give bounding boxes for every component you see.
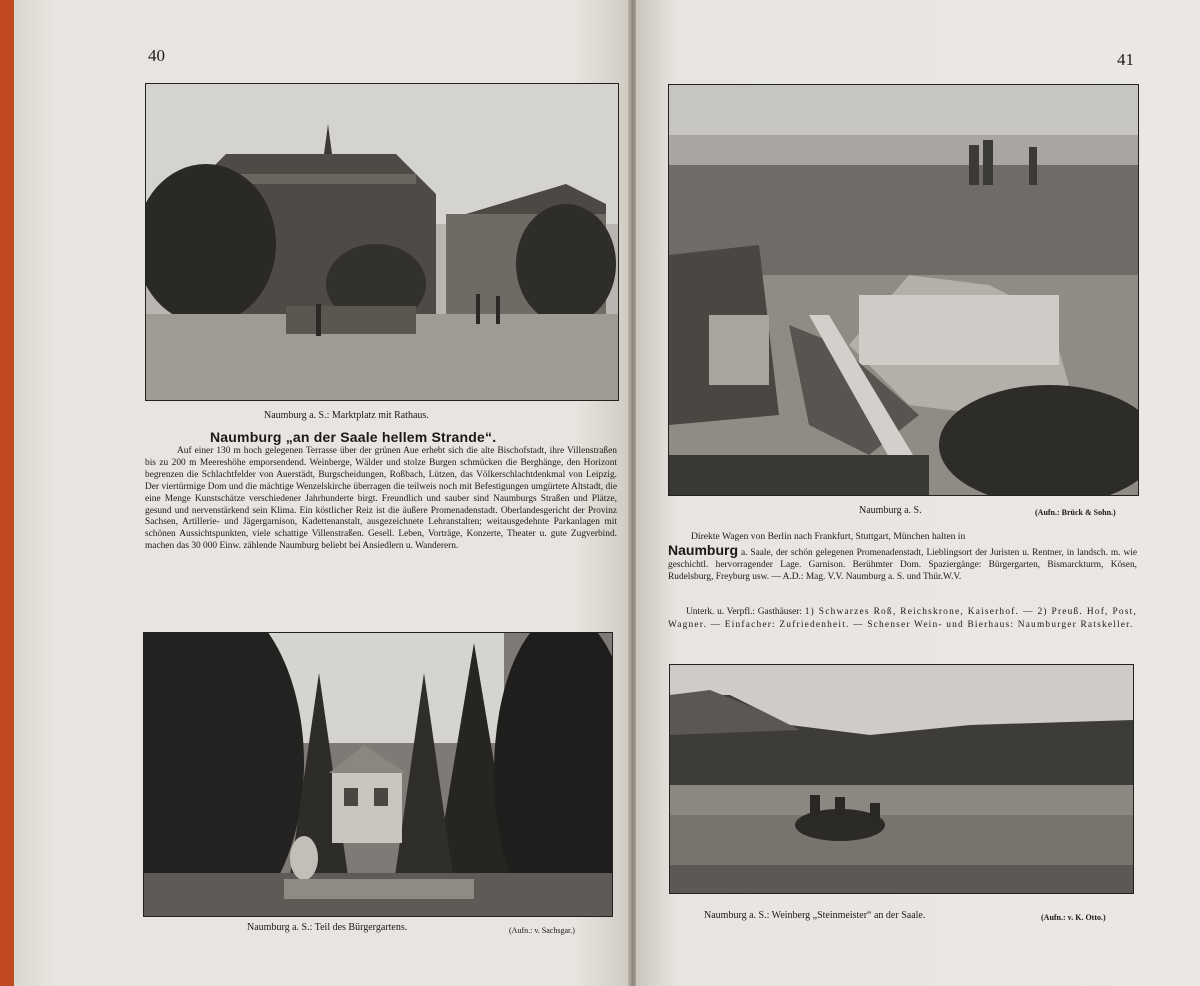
credit-weinberg: (Aufn.: v. K. Otto.) <box>1041 913 1106 922</box>
caption-marktplatz: Naumburg a. S.: Marktplatz mit Rathaus. <box>264 410 429 421</box>
photo-panorama <box>668 84 1139 496</box>
photo-marktplatz-image <box>146 84 618 400</box>
photo-panorama-image <box>669 85 1138 495</box>
lodging-list: 1) Schwarzes Roß, Reichskrone, Kaiserhof. — 2) Preuß. Hof, Post, Wagner. — Einfacher: Zufriedenheit. — Schenser Wein- und Bierhaus: Naumburger Ratskeller. <box>668 607 1137 630</box>
caption-weinberg: Naumburg a. S.: Weinberg „Steinmeister“ an der Saale. <box>704 910 926 921</box>
photo-marktplatz <box>145 83 619 401</box>
page-number-left: 40 <box>148 46 165 65</box>
section-heading: Naumburg „an der Saale hellem Strande“. <box>210 429 497 445</box>
credit-panorama: (Aufn.: Brück & Sohn.) <box>1035 508 1116 517</box>
town-entry <box>668 544 1137 584</box>
lodging-entry <box>668 606 1137 631</box>
caption-panorama: Naumburg a. S. <box>859 505 922 516</box>
photo-weinberg-image <box>670 665 1133 893</box>
photo-weinberg <box>669 664 1134 894</box>
left-page <box>14 0 632 986</box>
right-page <box>636 0 1200 986</box>
page-number-right: 41 <box>1117 50 1134 69</box>
caption-buergergarten: Naumburg a. S.: Teil des Bürgergartens. <box>247 922 408 933</box>
town-description: a. Saale, der schön gelegenen Promenadenstadt, Lieblingsort der Juristen u. Rentner, in landsch. m. wie geschichtl. hervorragender Lage. Garnison. Berühmter Dom. Spaziergänge: Bürgergarten, Bismarckturm, Kösen, Rudelsburg, Freyburg usw. — A.D.: Mag. V.V. Naumburg a. S. und Thür.W.V. <box>668 548 1137 583</box>
body-text-naumburg <box>145 446 617 553</box>
intro-line: Direkte Wagen von Berlin nach Frankfurt, Stuttgart, München halten in <box>691 531 966 542</box>
photo-buergergarten-image <box>144 633 612 916</box>
credit-buergergarten: (Aufn.: v. Sachsgar.) <box>509 926 575 935</box>
town-name: Naumburg <box>668 542 738 558</box>
photo-buergergarten <box>143 632 613 917</box>
body-paragraph: Auf einer 130 m hoch gelegenen Terrasse über der grünen Aue erhebt sich die alte Bischofstadt, ihre Villenstraßen bis zu 200 m Meereshöhe emporsendend. Weinberge, Wälder und stolze Burgen schmücken die Berghänge, den Horizont begrenzen die Schlachtfelder von Auerstädt, Burgscheidungen, Roßbach, Lützen, das Völkerschlachtdenkmal von Leipzig. Der viertürmige Dom und die mächtige Wenzelskirche überragen die teilweis noch mit Befestigungen umgürtete Altstadt, die eine Menge Kunstschätze verschiedener Jahrhunderte birgt. Freundlich und sauber sind Naumburgs Straßen und Plätze, gesund und nervenstärkend sein Klima. Ein köstlicher Reiz ist die äußere Promenadenstadt. Oberlandesgericht der Provinz Sachsen, Artillerie- und Jägergarnison, Kadettenanstalt, ausgezeichnete Lehranstalten; weitausgedehnte Parkanlagen mit schönen Aussichtspunkten, viele schattige Villenstraßen. Gesell. Leben, Vorträge, Konzerte, Theater u. gute Zugverbind. machen das 30 000 Einw. zählende Naumburg beliebt bei Ansiedlern u. Wanderern. <box>145 446 617 552</box>
lodging-label: Unterk. u. Verpfl.: Gasthäuser: <box>686 607 802 617</box>
book-cover-edge <box>0 0 14 986</box>
